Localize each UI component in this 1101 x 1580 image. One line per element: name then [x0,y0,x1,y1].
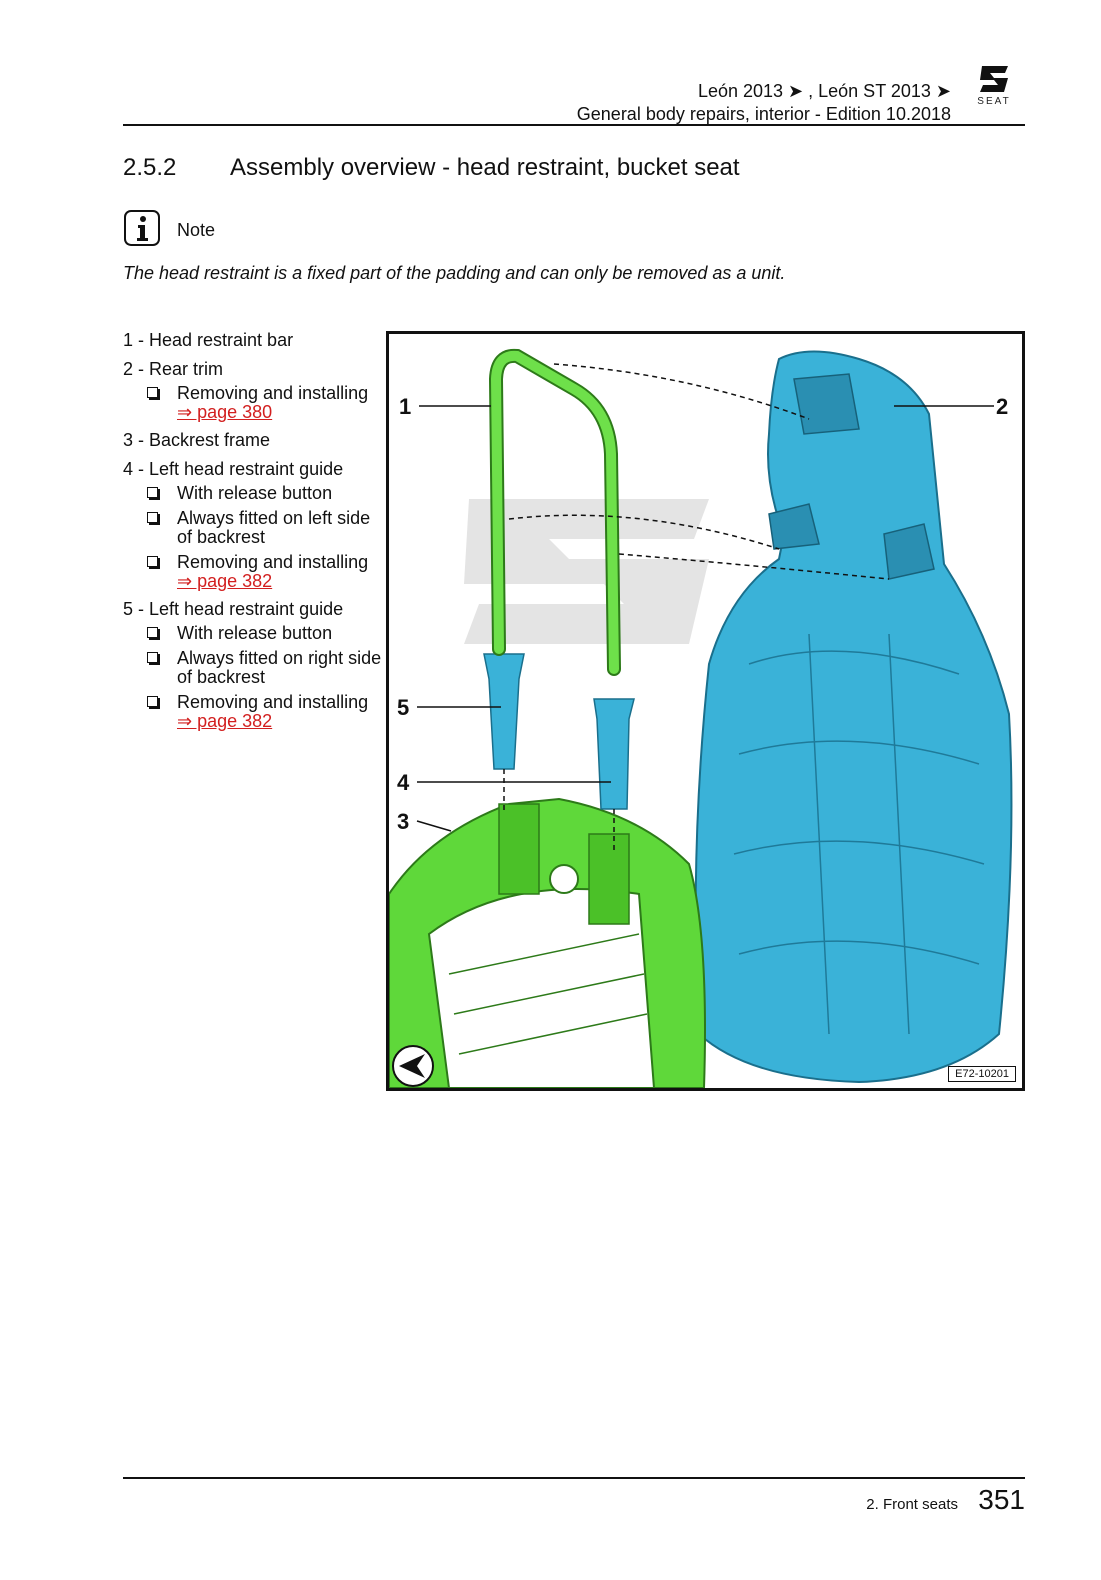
bullet-text: Removing and installing [177,552,369,572]
legend-item-title: 2 - Rear trim [123,359,224,379]
checkbox-bullet-icon [147,512,158,523]
legend-bullet [123,384,383,422]
legend-item [123,599,383,731]
info-icon [124,210,160,246]
checkbox-bullet-icon [147,487,158,498]
checkbox-bullet-icon [147,387,158,398]
legend-bullet [123,553,383,591]
page-number: 351 [978,1484,1025,1515]
callout-3: 3 [397,809,410,834]
checkbox-bullet-icon [147,556,158,567]
legend-item-title: 5 - Left head restraint guide [123,599,344,619]
head-restraint-guide-part [484,654,634,809]
checkbox-bullet-icon [147,652,158,663]
rear-trim-part [696,352,1012,1083]
parts-legend [123,330,383,739]
bullet-text: Always fitted on left side of backrest [177,508,371,547]
legend-item [123,459,383,591]
legend-bullet [123,484,383,503]
legend-item [123,330,383,351]
bullet-text: With release button [177,623,333,643]
callout-5: 5 [397,695,410,720]
legend-bullet [123,509,383,547]
backrest-frame-part [389,799,705,1088]
legend-item-title: 3 - Backrest frame [123,430,271,450]
legend-item-title: 1 - Head restraint bar [123,330,294,350]
section-number: 2.5.2 [123,154,177,181]
legend-item [123,359,383,422]
bullet-text: Removing and installing [177,383,369,403]
legend-item [123,430,383,451]
footer-chapter: 2. Front seats [866,1496,958,1513]
bullet-text: Always fitted on right side of backrest [177,648,382,687]
note-text: The head restraint is a fixed part of the padding and can only be removed as a unit. [123,263,786,283]
legend-item-title: 4 - Left head restraint guide [123,459,344,479]
brand-wordmark: SEAT [977,96,1011,107]
section-title: Assembly overview - head restraint, bucket seat [230,154,740,181]
legend-bullet [123,693,383,731]
legend-bullet [123,624,383,643]
figure-code: E72-10201 [948,1066,1016,1082]
callout-2: 2 [996,394,1009,419]
checkbox-bullet-icon [147,627,158,638]
bullet-text: With release button [177,483,333,503]
header-rule [123,124,1025,126]
page-link[interactable]: ⇒ page 382 [177,711,273,731]
note-label: Note [177,220,216,240]
bullet-text: Removing and installing [177,692,369,712]
callout-1: 1 [399,394,412,419]
running-header [577,80,951,126]
page-link[interactable]: ⇒ page 380 [177,402,273,422]
callout-4: 4 [397,770,410,795]
manual-line: General body repairs, interior - Edition 10.2018 [576,104,951,124]
exploded-view-drawing [389,334,1022,1088]
model-line: León 2013 ➤ , León ST 2013 ➤ [697,81,951,101]
footer-rule [123,1477,1025,1479]
legend-bullet [123,649,383,687]
checkbox-bullet-icon [147,696,158,707]
page-link[interactable]: ⇒ page 382 [177,571,273,591]
exploded-view-figure [386,331,1025,1091]
